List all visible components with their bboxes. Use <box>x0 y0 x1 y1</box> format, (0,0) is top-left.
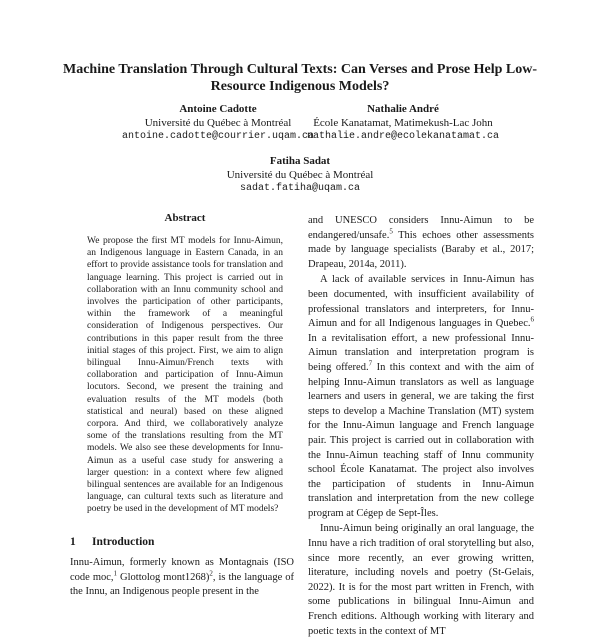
author-name: Antoine Cadotte <box>179 103 257 115</box>
author-affiliation: Université du Québec à Montréal <box>226 169 374 181</box>
paragraph <box>308 214 534 272</box>
text-run: , is the language of the Innu, an Indigenous people present in the <box>70 571 294 598</box>
abstract-text: We propose the first MT models for Innu-Aimun, an Indigenous language in Eastern Canada, in an effort to provide assistance tools for translation and language learning. This project is carried out in collaboration with an Innu community school and involves the participation of other participants, within the framework of a meaningful consideration of Indigenous perspectives. Our contributions in this paper result from the three initial stages of this project. First, we aim to align bilingual Innu-Aimun/French texts with collaboration and participation of Innu-Aimun locutors. Second, we present the training and evaluation results of the MT models (both statistical and neural) based on these aligned corpora. And third, we collaboratively analyze some of the translations resulting from the MT models. We also see these developments for Innu-Aimun as a useful case study for answering a larger question: in a context where few aligned bilingual sentences are available for an Indigenous language, can cultural texts such as literature and poetry be used in the development of MT models? <box>87 236 283 515</box>
footnote-marker[interactable]: 5 <box>389 227 393 236</box>
author-email[interactable]: antoine.cadotte@courrier.uqam.ca <box>121 131 315 142</box>
text-run: A lack of available services in Innu-Aimun has been documented, with insufficient availability of professional translators and interpreters, for Innu-Aimun and for all Indigenous languages in Quebec. <box>308 274 534 330</box>
author-name: Fatiha Sadat <box>269 155 331 167</box>
text-run: and UNESCO considers Innu-Aimun to be endangered/unsafe. <box>308 215 534 241</box>
author-block-1 <box>118 102 318 144</box>
author-email[interactable]: sadat.fatiha@uqam.ca <box>239 183 361 194</box>
right-column <box>308 214 534 639</box>
footnote-marker[interactable]: 2 <box>209 569 213 578</box>
paragraph: Innu-Aimun being originally an oral language, the Innu have a rich tradition of oral storytelling but also, since more recently, an ever growing written, literature, including novels and poetry (St-Gelais, 2022). It is for the most part written in French, with some publications in bilingual Innu-Aimun and French editions. Although working with literary and poetic texts in the context of MT <box>308 523 534 637</box>
author-affiliation: Université du Québec à Montréal <box>144 117 292 129</box>
footnote-marker[interactable]: 1 <box>113 569 118 578</box>
author-affiliation: École Kanatamat, Matimekush-Lac John <box>313 117 493 129</box>
text-run: This echoes other assessments made by language specialists (Baraby et al., 2017; Drapeau, 2014a, 2011). <box>308 229 534 270</box>
paragraph <box>308 273 534 521</box>
section-number: 1 <box>70 536 76 548</box>
footnote-marker[interactable]: 7 <box>368 359 373 368</box>
author-name: Nathalie André <box>367 103 439 115</box>
section-heading-introduction <box>70 536 154 548</box>
text-run: Innu-Aimun, formerly known as Montagnais (ISO code moc, <box>70 557 294 583</box>
text-run: In a revitalisation effort, a new professional Innu-Aimun translation and interpretation program is being offered. <box>308 332 534 373</box>
footnote-marker[interactable]: 6 <box>530 315 534 324</box>
abstract-heading: Abstract <box>164 212 206 224</box>
author-email[interactable]: nathalie.andre@ecolekanatamat.ca <box>306 131 500 142</box>
introduction-paragraph <box>70 556 294 600</box>
paper-title: Machine Translation Through Cultural Texts: Can Verses and Prose Help Low-Resource Indigenous Models? <box>63 62 537 94</box>
author-block-2 <box>298 102 508 144</box>
text-run: Glottolog mont1268) <box>117 571 210 583</box>
section-title: Introduction <box>92 536 155 548</box>
text-run: In this context and with the aim of helping Innu-Aimun translators as well as language learners and users in general, we are taking the first steps to develop a Machine Translation (MT) system for the Innu-Aimun language and French language pair. This project is carried out in collaboration with the Innu-Aimun teaching staff of Innu community school École Kanatamat. The project also involves the participation of students in Innu-Aimun translation and interpretation from the new college program at Cégep de Sept-Îles. <box>308 361 534 519</box>
author-block-3 <box>200 154 400 196</box>
